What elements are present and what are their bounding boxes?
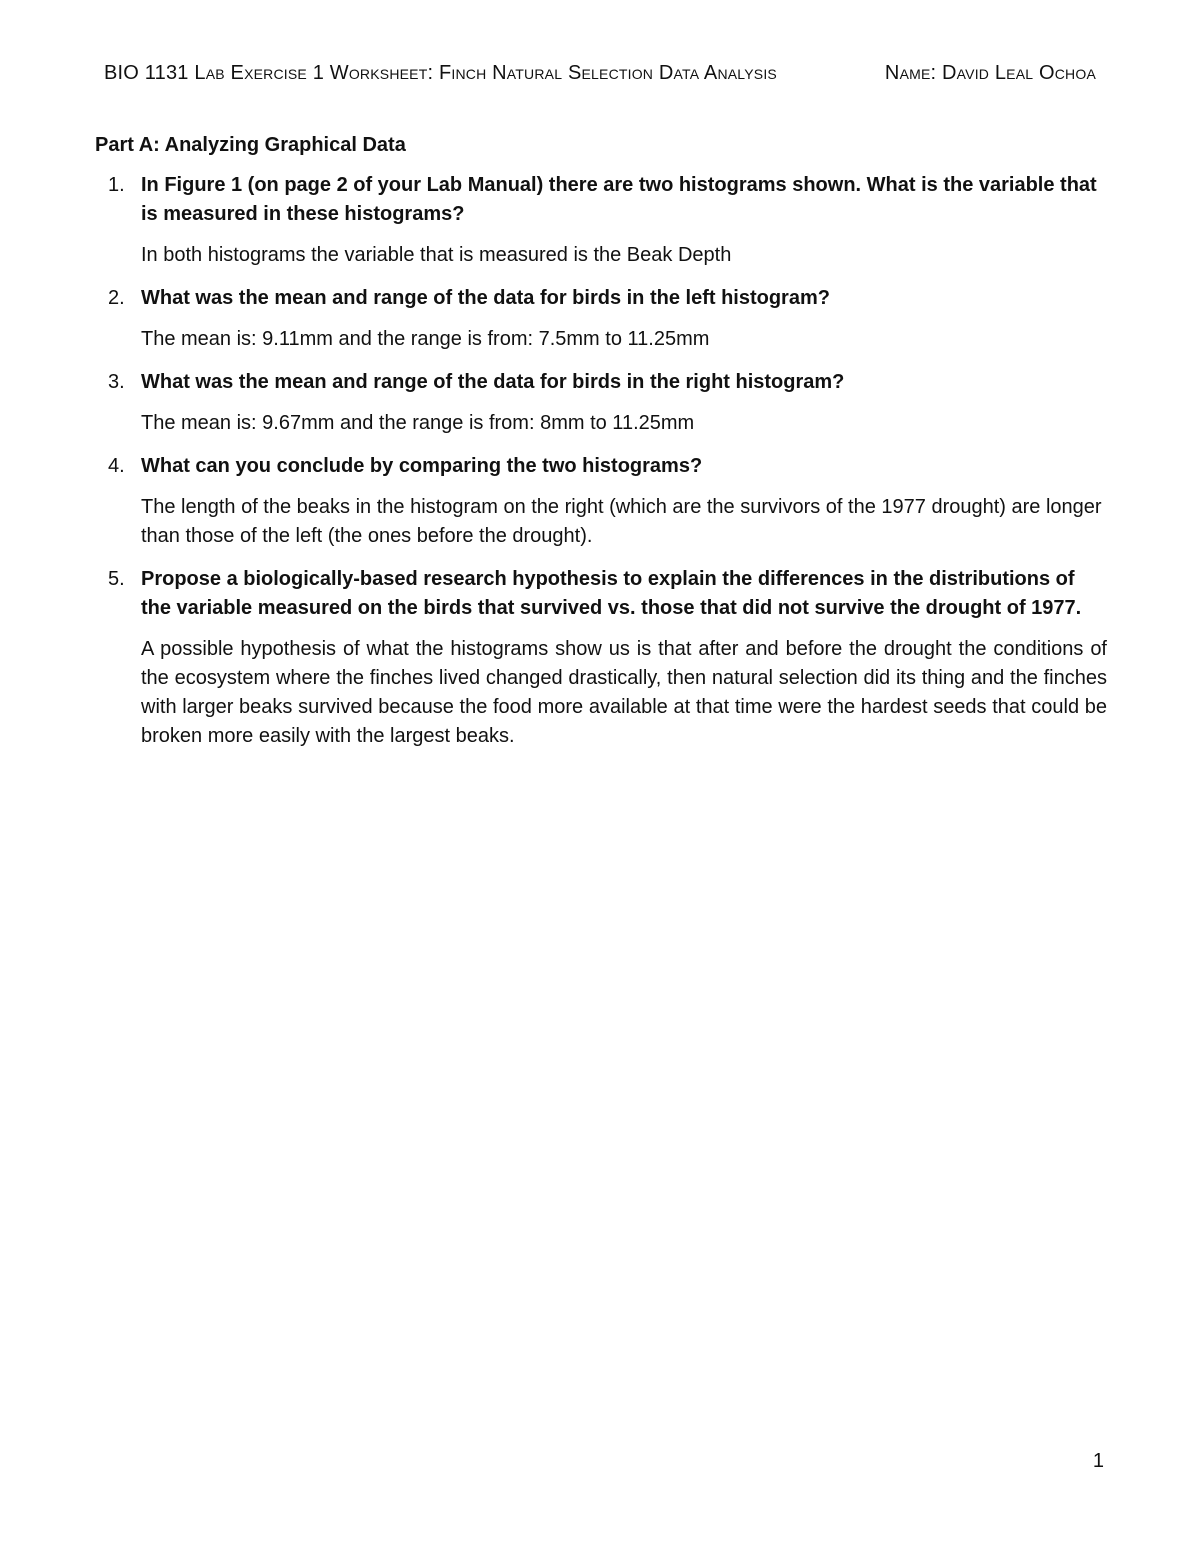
question-text: Propose a biologically-based research hypothesis to explain the differences in the distributions of the variable measured on the birds that survived vs. those that did not survive the drought of 1977.	[141, 568, 1082, 619]
page-header	[104, 62, 1096, 90]
question-item-4	[95, 452, 1107, 551]
question-text: What was the mean and range of the data for birds in the right histogram?	[141, 371, 845, 393]
worksheet-content	[95, 134, 1107, 765]
answer-text: The mean is: 9.11mm and the range is from: 7.5mm to 11.25mm	[141, 328, 710, 350]
question-number: 5.	[108, 568, 125, 590]
question-text: What was the mean and range of the data for birds in the left histogram?	[141, 287, 830, 309]
question-item-2	[95, 284, 1107, 354]
question-number: 4.	[108, 455, 125, 477]
question-item-1	[95, 171, 1107, 270]
question-number: 3.	[108, 371, 125, 393]
question-item-3	[95, 368, 1107, 438]
answer-text: In both histograms the variable that is measured is the Beak Depth	[141, 244, 732, 266]
question-number: 1.	[108, 174, 125, 196]
question-item-5	[95, 565, 1107, 751]
answer-text: A possible hypothesis of what the histograms show us is that after and before the drought the conditions of the ecosystem where the finches lived changed drastically, then natural selection did its thing and the finches with larger beaks survived because the food more available at that time were the hardest seeds that could be broken more easily with the largest beaks.	[141, 638, 1107, 747]
answer-text: The length of the beaks in the histogram on the right (which are the survivors of the 1977 drought) are longer than those of the left (the ones before the drought).	[141, 496, 1102, 547]
header-course-title: BIO 1131 Lab Exercise 1 Worksheet: Finch Natural Selection Data Analysis	[104, 62, 777, 84]
question-number: 2.	[108, 287, 125, 309]
answer-text: The mean is: 9.67mm and the range is from: 8mm to 11.25mm	[141, 412, 695, 434]
question-text: In Figure 1 (on page 2 of your Lab Manual) there are two histograms shown. What is the variable that is measured in these histograms?	[141, 174, 1097, 225]
header-student-name: Name: David Leal Ochoa	[884, 62, 1096, 84]
question-text: What can you conclude by comparing the two histograms?	[141, 455, 703, 477]
section-title: Part A: Analyzing Graphical Data	[95, 134, 406, 156]
page-number: 1	[1092, 1450, 1104, 1472]
